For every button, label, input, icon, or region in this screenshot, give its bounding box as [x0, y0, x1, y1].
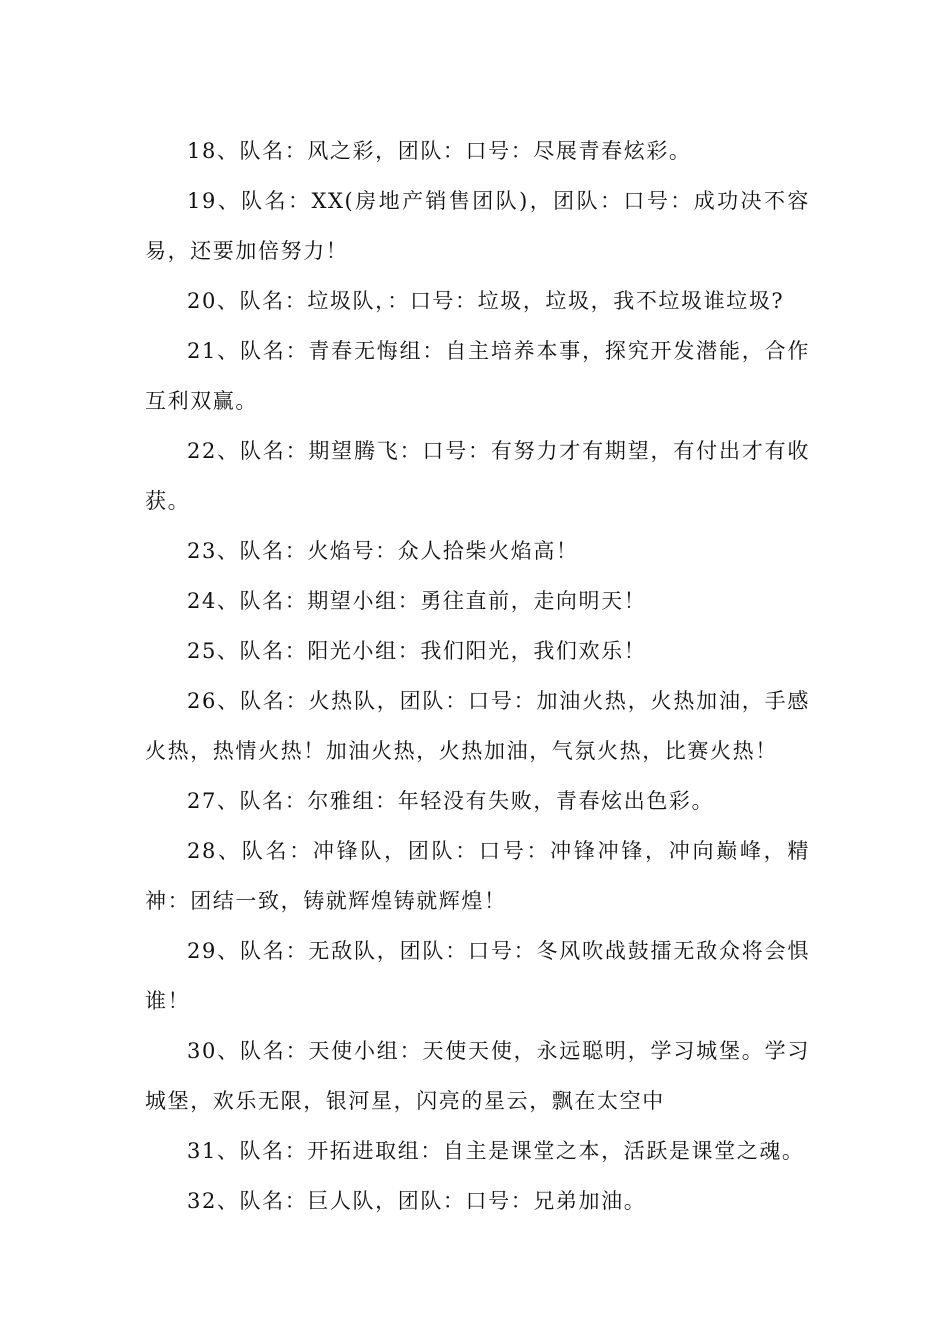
- paragraph-19: 19、队名：XX(房地产销售团队)，团队：口号：成功决不容易，还要加倍努力！: [145, 189, 810, 263]
- paragraph-23: 23、队名：火焰号：众人拾柴火焰高！: [187, 539, 579, 563]
- paragraph-24: 24、队名：期望小组：勇往直前，走向明天！: [187, 589, 647, 613]
- paragraph-22: 22、队名：期望腾飞：口号：有努力才有期望，有付出才有收获。: [145, 439, 810, 513]
- document-body: [145, 126, 810, 1226]
- paragraph-20: 20、队名：垃圾队，：口号：垃圾，垃圾，我不垃圾谁垃圾?: [187, 289, 785, 313]
- paragraph-30: 30、队名：天使小组：天使天使，永远聪明，学习城堡。学习城堡，欢乐无限，银河星，闪亮的星云，飘在太空中: [145, 1039, 810, 1113]
- paragraph-21: 21、队名：青春无悔组：自主培养本事，探究开发潜能，合作互利双赢。: [145, 339, 810, 413]
- paragraph-32: 32、队名：巨人队，团队：口号：兄弟加油。: [187, 1189, 647, 1213]
- paragraph-26: 26、队名：火热队，团队：口号：加油火热，火热加油，手感火热，热情火热！加油火热，火热加油，气氛火热，比赛火热！: [145, 689, 810, 763]
- paragraph-29: 29、队名：无敌队，团队：口号：冬风吹战鼓擂无敌众将会惧谁！: [145, 939, 810, 1013]
- paragraph-28: 28、队名：冲锋队，团队：口号：冲锋冲锋，冲向巅峰，精神：团结一致，铸就辉煌铸就辉煌！: [145, 839, 810, 913]
- paragraph-18: 18、队名：风之彩，团队：口号：尽展青春炫彩。: [187, 139, 692, 163]
- paragraph-27: 27、队名：尔雅组：年轻没有失败，青春炫出色彩。: [187, 789, 715, 813]
- paragraph-31: 31、队名：开拓进取组：自主是课堂之本，活跃是课堂之魂。: [187, 1139, 805, 1163]
- paragraph-25: 25、队名：阳光小组：我们阳光，我们欢乐！: [187, 639, 647, 663]
